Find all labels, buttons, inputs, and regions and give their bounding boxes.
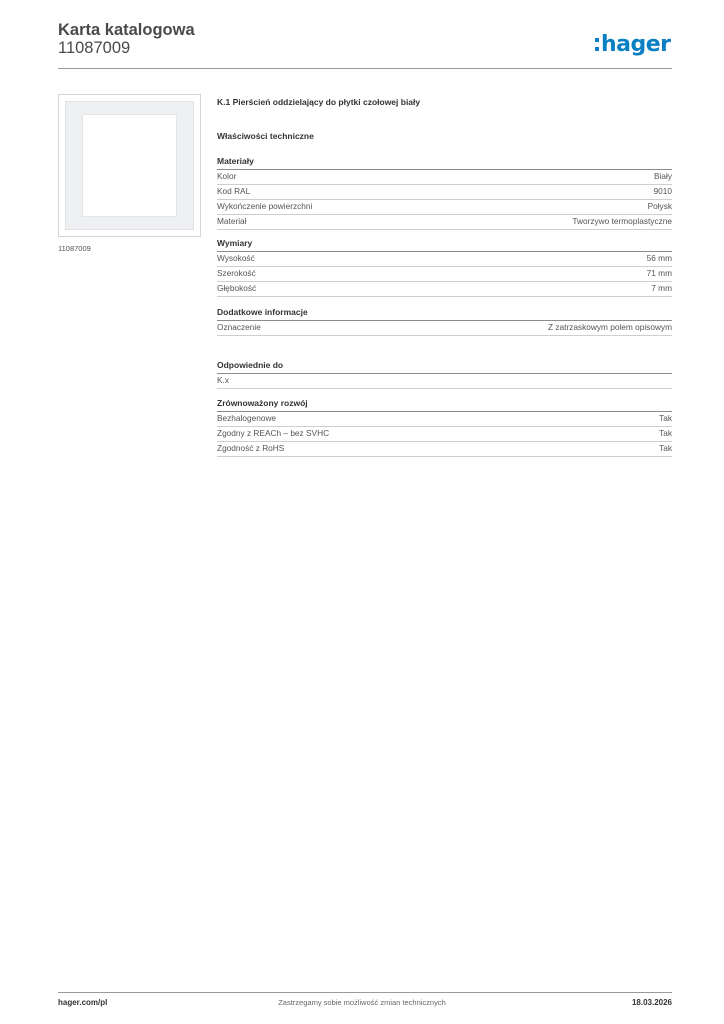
group-title: Wymiary (217, 238, 253, 248)
spec-value: Tworzywo termoplastyczne (572, 216, 672, 226)
spec-label: Szerokość (217, 268, 256, 278)
logo-text: hager (601, 32, 671, 57)
spec-row (217, 442, 672, 457)
product-image (58, 94, 201, 237)
spec-row (217, 321, 672, 336)
footer-divider (58, 992, 672, 993)
spec-value: Tak (659, 443, 672, 453)
hager-logo (595, 27, 671, 57)
spec-label: Kolor (217, 171, 237, 181)
group-heading (217, 360, 672, 370)
spec-row (217, 267, 672, 282)
group-heading (217, 307, 672, 317)
spec-row (217, 427, 672, 442)
footer-date: 18.03.2026 (631, 998, 672, 1007)
spec-label: Zgodny z REACh – bez SVHC (217, 428, 330, 438)
logo-dots-icon (595, 38, 599, 52)
spec-row (217, 215, 672, 230)
footer-url[interactable]: hager.com/pl (58, 998, 108, 1007)
spec-value: Połysk (647, 201, 672, 211)
spec-label: Bezhalogenowe (217, 413, 277, 423)
group-title: Zrównoważony rozwój (217, 398, 308, 408)
spec-label: Zgodność z RoHS (217, 443, 285, 453)
group-heading (217, 238, 672, 248)
spec-row (217, 282, 672, 297)
spec-value: Z zatrzaskowym polem opisowym (547, 322, 672, 332)
group-title: Dodatkowe informacje (217, 307, 308, 317)
spec-value: 71 mm (646, 268, 672, 278)
spec-row (217, 252, 672, 267)
spec-label: Kod RAL (217, 186, 251, 196)
spec-label: Wykończenie powierzchni (217, 201, 313, 211)
spec-label: Oznaczenie (217, 322, 261, 332)
spec-row (217, 185, 672, 200)
image-caption: 11087009 (58, 244, 91, 253)
spec-row (217, 170, 672, 185)
group-title: Odpowiednie do (217, 360, 284, 370)
group-heading (217, 398, 672, 408)
spec-value: Tak (659, 428, 672, 438)
separating-ring-frame (65, 101, 194, 230)
footer-note: Zastrzegamy sobie możliwość zmian technicznych (278, 998, 446, 1007)
group-heading (217, 156, 672, 166)
section-title: Właściwości techniczne (217, 131, 314, 141)
spec-value: Biały (654, 171, 672, 181)
spec-label: K.x (217, 375, 229, 385)
document-title: Karta katalogowa (58, 21, 195, 39)
spec-row (217, 200, 672, 215)
spec-row (217, 412, 672, 427)
group-title: Materiały (217, 156, 254, 166)
spec-label: Wysokość (217, 253, 255, 263)
spec-value: 9010 (653, 186, 672, 196)
spec-value: 7 mm (651, 283, 672, 293)
frame-opening (82, 114, 177, 217)
spec-value: Tak (659, 413, 672, 423)
spec-value: 56 mm (646, 253, 672, 263)
product-title: K.1 Pierścień oddzielający do płytki czołowej biały (217, 97, 421, 107)
spec-row (217, 374, 672, 389)
product-number: 11087009 (58, 39, 131, 57)
header-divider (58, 68, 672, 69)
spec-label: Materiał (217, 216, 247, 226)
spec-label: Głębokość (217, 283, 257, 293)
